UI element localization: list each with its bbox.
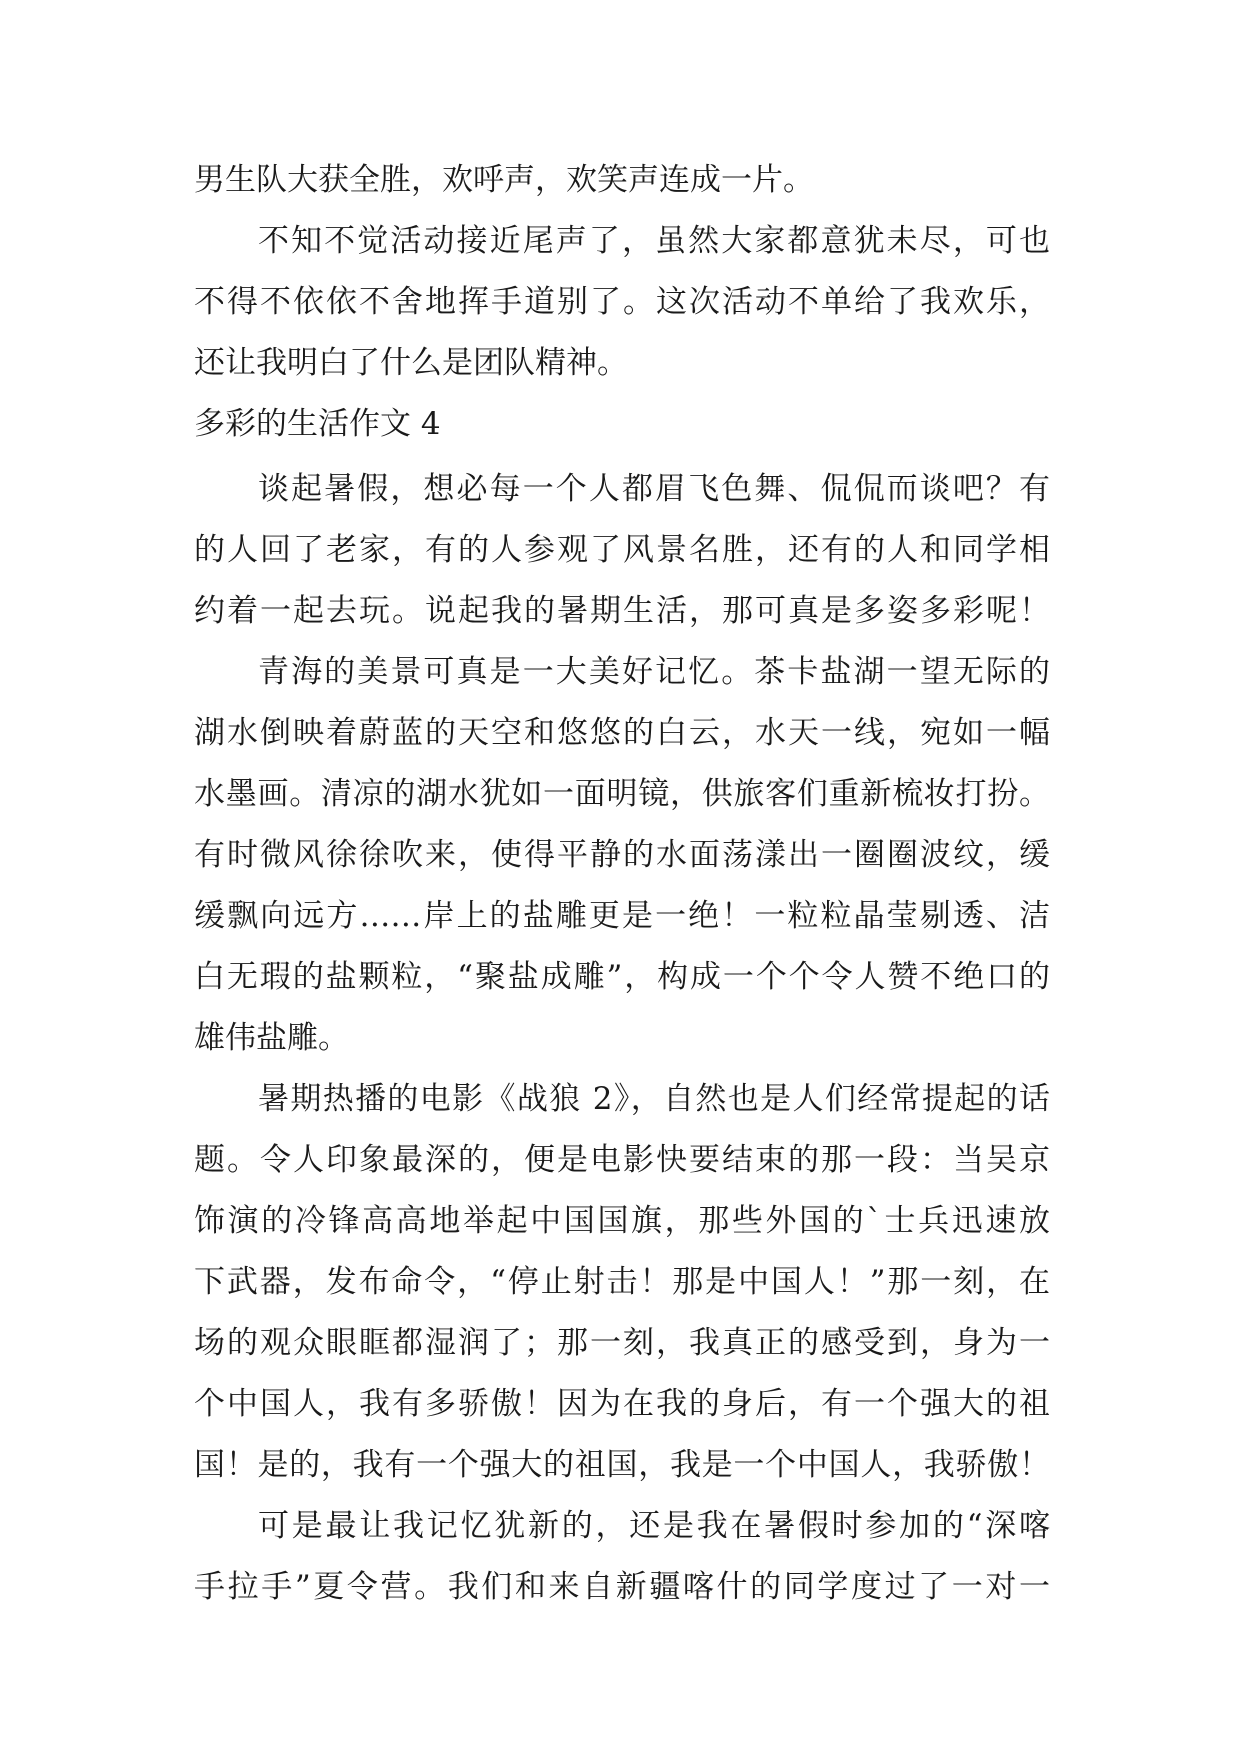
text-line: 饰演的冷锋高高地举起中国国旗，那些外国的`士兵迅速放 <box>194 1203 1050 1239</box>
text-line: 男生队大获全胜，欢呼声，欢笑声连成一片。 <box>194 162 814 198</box>
text-line: 手拉手”夏令营。我们和来自新疆喀什的同学度过了一对一 <box>194 1569 1050 1605</box>
text-line: 题。令人印象最深的，便是电影快要结束的那一段：当吴京 <box>194 1142 1050 1178</box>
text-line: 缓飘向远方……岸上的盐雕更是一绝！一粒粒晶莹剔透、洁 <box>194 898 1050 934</box>
text-line: 场的观众眼眶都湿润了；那一刻，我真正的感受到，身为一 <box>194 1325 1050 1361</box>
document-page <box>194 150 1050 1618</box>
paragraph <box>194 459 1050 642</box>
heading-text: 多彩的生活作文 4 <box>194 406 441 442</box>
text-line: 水墨画。清凉的湖水犹如一面明镜，供旅客们重新梳妆打扮。 <box>194 776 1050 812</box>
text-line: 可是最让我记忆犹新的，还是我在暑假时参加的“深喀 <box>258 1508 1050 1544</box>
paragraph <box>194 211 1050 394</box>
text-line: 国！是的，我有一个强大的祖国，我是一个中国人，我骄傲！ <box>194 1447 1050 1483</box>
text-line: 还让我明白了什么是团队精神。 <box>194 345 628 381</box>
text-line: 白无瑕的盐颗粒，“聚盐成雕”，构成一个个令人赞不绝口的 <box>194 959 1050 995</box>
paragraph <box>194 150 1050 211</box>
text-line: 的人回了老家，有的人参观了风景名胜，还有的人和同学相 <box>194 532 1050 568</box>
paragraph <box>194 642 1050 1069</box>
text-line: 约着一起去玩。说起我的暑期生活，那可真是多姿多彩呢！ <box>194 593 1050 629</box>
section-heading <box>194 394 1050 455</box>
paragraph <box>194 1069 1050 1496</box>
text-line: 个中国人，我有多骄傲！因为在我的身后，有一个强大的祖 <box>194 1386 1050 1422</box>
text-line: 湖水倒映着蔚蓝的天空和悠悠的白云，水天一线，宛如一幅 <box>194 715 1050 751</box>
text-line: 雄伟盐雕。 <box>194 1020 349 1056</box>
text-line: 青海的美景可真是一大美好记忆。茶卡盐湖一望无际的 <box>258 654 1050 690</box>
text-line: 暑期热播的电影《战狼 2》，自然也是人们经常提起的话 <box>258 1081 1050 1117</box>
text-line: 谈起暑假，想必每一个人都眉飞色舞、侃侃而谈吧？有 <box>258 471 1050 507</box>
text-line: 有时微风徐徐吹来，使得平静的水面荡漾出一圈圈波纹，缓 <box>194 837 1050 873</box>
text-line: 不知不觉活动接近尾声了，虽然大家都意犹未尽，可也 <box>258 223 1050 259</box>
paragraph <box>194 1496 1050 1618</box>
text-line: 下武器，发布命令，“停止射击！那是中国人！”那一刻，在 <box>194 1264 1050 1300</box>
text-line: 不得不依依不舍地挥手道别了。这次活动不单给了我欢乐， <box>194 284 1050 320</box>
